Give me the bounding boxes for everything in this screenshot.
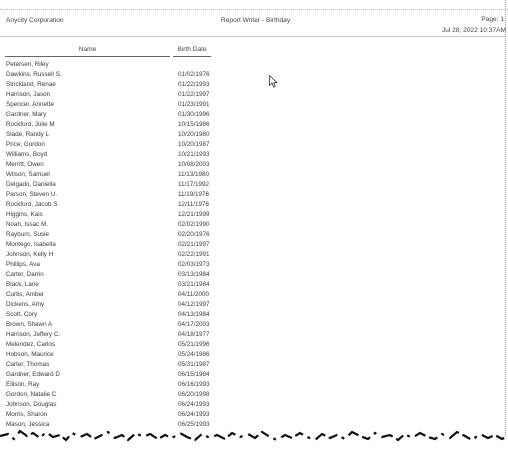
report-title: Report Writer - Birthday [221, 17, 291, 24]
employee-name: Petersen, Riley [6, 61, 49, 68]
employee-name: Morris, Sharon [6, 411, 48, 418]
company-name: Anycity Corporation [6, 17, 64, 24]
birth-date: 05/21/1996 [178, 341, 210, 348]
table-row [0, 100, 260, 110]
birth-date: 10/08/2003 [178, 161, 210, 168]
table-row [0, 360, 260, 370]
table-row [0, 260, 260, 270]
birth-date: 12/21/1999 [178, 211, 210, 218]
birth-date: 01/23/1991 [178, 101, 210, 108]
employee-name: Black, Lane [6, 281, 39, 288]
table-row [0, 200, 260, 210]
birth-date: 01/22/1993 [178, 81, 210, 88]
column-header-name: Name [5, 46, 170, 57]
page-number: Page: 1 [481, 16, 504, 23]
employee-name: Montego, Isabella [6, 241, 56, 248]
employee-name: Gardner, Mary [6, 111, 47, 118]
table-row [0, 230, 260, 240]
birth-date: 04/17/2003 [178, 321, 210, 328]
employee-name: Hobson, Maurice [6, 351, 54, 358]
employee-name: Dickens, Amy [6, 301, 45, 308]
table-row [0, 400, 260, 410]
torn-page-edge [0, 414, 508, 449]
birth-date: 06/20/1998 [178, 391, 210, 398]
employee-name: Curtis, Amber [6, 291, 45, 298]
employee-name: Parson, Steven U. [6, 191, 58, 198]
table-row [0, 150, 260, 160]
employee-name: Scott, Cory [6, 311, 38, 318]
table-row [0, 300, 260, 310]
table-row [0, 220, 260, 230]
table-row [0, 110, 260, 120]
table-row [0, 350, 260, 360]
employee-name: Dawkins, Russell S. [6, 71, 62, 78]
table-row [0, 390, 260, 400]
birth-date: 11/17/1992 [178, 181, 210, 188]
birth-date: 06/24/1993 [178, 401, 210, 408]
birth-date: 01/30/1996 [178, 111, 210, 118]
birth-date: 02/02/1990 [178, 221, 210, 228]
employee-name: Slade, Randy L [6, 131, 50, 138]
birth-date: 06/24/1993 [178, 411, 210, 418]
table-row [0, 190, 260, 200]
birth-date: 10/15/1986 [178, 121, 210, 128]
header-divider [0, 36, 505, 37]
print-date: Jul 28, 2022 10:37AM [441, 27, 506, 34]
birth-date: 02/22/1991 [178, 251, 210, 258]
birth-date: 02/03/1973 [178, 261, 210, 268]
table-row [0, 280, 260, 290]
table-row [0, 170, 260, 180]
table-row [0, 340, 260, 350]
mouse-pointer-icon [269, 75, 278, 88]
birth-date: 04/13/1984 [178, 311, 210, 318]
table-row [0, 210, 260, 220]
birth-date: 02/20/1976 [178, 231, 210, 238]
employee-name: Spencer, Annette [6, 101, 54, 108]
report-rows [0, 60, 260, 430]
birth-date: 04/11/2000 [178, 291, 210, 298]
employee-name: Strickland, Renae [6, 81, 56, 88]
table-row [0, 240, 260, 250]
employee-name: Gordon, Natalie C [6, 391, 57, 398]
column-header-birth-date: Birth Date [173, 46, 211, 57]
table-row [0, 130, 260, 140]
employee-name: Carter, Darrin [6, 271, 44, 278]
employee-name: Rockford, Jacob S [6, 201, 58, 208]
table-row [0, 90, 260, 100]
table-row [0, 140, 260, 150]
table-row [0, 80, 260, 90]
birth-date: 11/19/1976 [178, 191, 210, 198]
birth-date: 11/13/1980 [178, 171, 210, 178]
birth-date: 04/18/1977 [178, 331, 210, 338]
employee-name: Harrison, Jason [6, 91, 51, 98]
page-top-edge [0, 0, 508, 10]
table-row [0, 160, 260, 170]
employee-name: Gardner, Edward D [6, 371, 60, 378]
birth-date: 06/15/1984 [178, 371, 210, 378]
employee-name: Brown, Shawn A [6, 321, 53, 328]
table-row [0, 60, 260, 70]
birth-date: 05/31/1987 [178, 361, 210, 368]
employee-name: Johnson, Kelly H [6, 251, 54, 258]
employee-name: Merritt, Owen [6, 161, 44, 168]
employee-name: Delgado, Daniella [6, 181, 56, 188]
employee-name: Carter, Thomas [6, 361, 50, 368]
birth-date: 04/12/1997 [178, 301, 210, 308]
employee-name: Phillips, Ava [6, 261, 40, 268]
birth-date: 10/20/1987 [178, 141, 210, 148]
table-row [0, 250, 260, 260]
birth-date: 01/02/1976 [178, 71, 210, 78]
employee-name: Rayburn, Susie [6, 231, 50, 238]
table-row [0, 290, 260, 300]
table-row [0, 120, 260, 130]
employee-name: Ellison, Ray [6, 381, 40, 388]
employee-name: Higgins, Kais [6, 211, 43, 218]
birth-date: 12/11/1976 [178, 201, 210, 208]
table-row [0, 330, 260, 340]
table-row [0, 380, 260, 390]
birth-date: 10/20/1980 [178, 131, 210, 138]
employee-name: Williams, Boyd [6, 151, 48, 158]
table-row [0, 370, 260, 380]
employee-name: Wilson, Samuel [6, 171, 50, 178]
employee-name: Noah, Issac M. [6, 221, 48, 228]
table-row [0, 180, 260, 190]
table-row [0, 310, 260, 320]
employee-name: Melendez, Carlos [6, 341, 55, 348]
birth-date: 06/16/1993 [178, 381, 210, 388]
birth-date: 03/13/1984 [178, 271, 210, 278]
birth-date: 06/25/1993 [178, 421, 210, 428]
birth-date: 01/22/1997 [178, 91, 210, 98]
employee-name: Rockford, Julie M [6, 121, 55, 128]
birth-date: 02/21/1997 [178, 241, 210, 248]
employee-name: Mason, Jessica [6, 421, 50, 428]
employee-name: Johnson, Douglas [6, 401, 57, 408]
table-row [0, 70, 260, 80]
employee-name: Price, Gordon [6, 141, 45, 148]
birth-date: 10/21/1993 [178, 151, 210, 158]
birth-date: 05/24/1986 [178, 351, 210, 358]
employee-name: Harrison, Jeffery C. [6, 331, 61, 338]
birth-date: 03/21/1984 [178, 281, 210, 288]
table-row [0, 320, 260, 330]
table-row [0, 270, 260, 280]
